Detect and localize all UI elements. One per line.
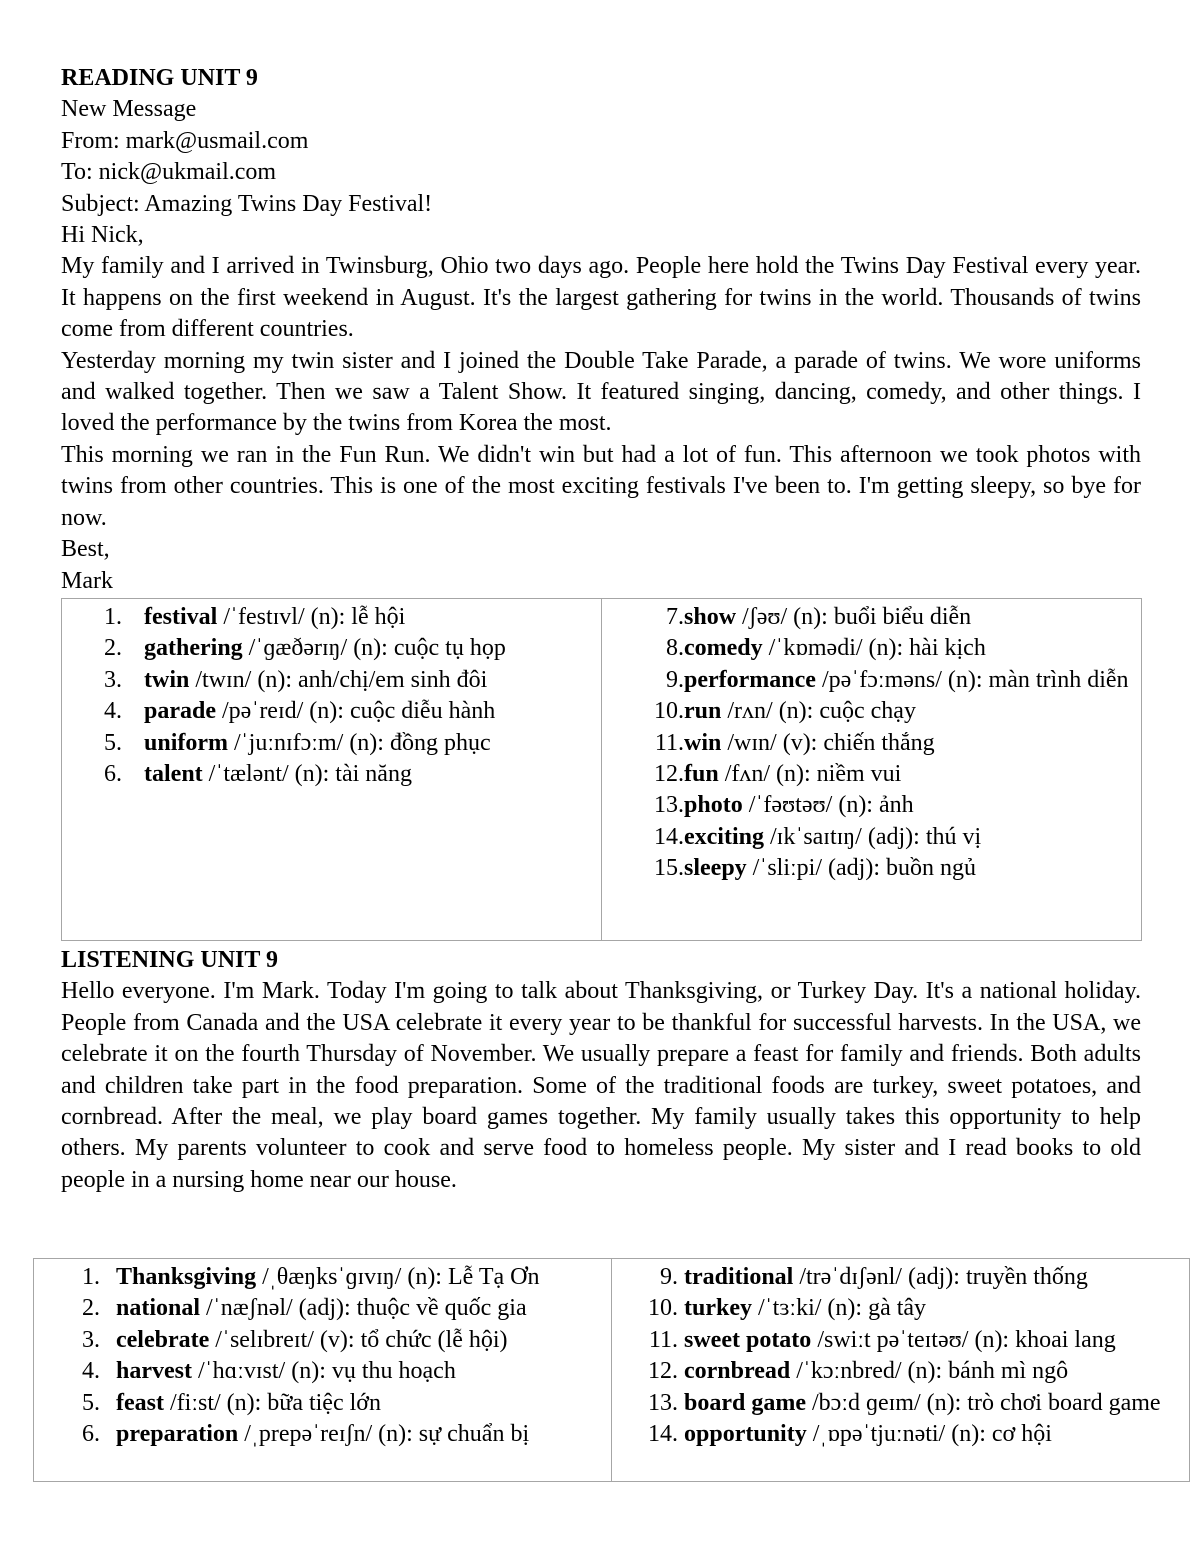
message-title: New Message: [61, 96, 197, 123]
vocab-definition: /fʌn/ (n): niềm vui: [718, 761, 902, 788]
vocab-term: sleepy: [684, 855, 747, 882]
vocab-term: feast: [116, 1389, 164, 1416]
vocab-definition: /wɪn/ (v): chiến thắng: [721, 729, 935, 756]
vocab-definition: /pəˈfɔːməns/ (n): màn trình diễn: [815, 666, 1129, 693]
vocab-item: [602, 759, 1141, 790]
vocab-number: 4.: [82, 1358, 100, 1385]
reading-title: READING UNIT 9: [61, 65, 258, 91]
vocab-term: preparation: [116, 1421, 239, 1448]
vocab-definition: /ˈnæʃnəl/ (adj): thuộc về quốc gia: [200, 1295, 527, 1322]
vocab-definition: /ʃəʊ/ (n): buổi biểu diễn: [736, 604, 972, 630]
vocab-definition: /twɪn/ (n): anh/chị/em sinh đôi: [189, 666, 488, 693]
vocab-term: show: [684, 604, 737, 630]
vocab-term: parade: [144, 698, 216, 725]
vocab-definition: /ˈfestɪvl/ (n): lễ hội: [217, 604, 406, 630]
vocab-number: 5.: [104, 729, 122, 756]
vocab-number: 5.: [82, 1389, 100, 1416]
vocab-term: gathering: [144, 635, 243, 662]
vocab-term: exciting: [684, 823, 764, 850]
vocab-definition: /ˌprepəˈreɪʃn/ (n): sự chuẩn bị: [238, 1421, 530, 1448]
vocab-item: [602, 822, 1141, 853]
vocab-term: performance: [684, 666, 816, 693]
vocab-number: 6.: [82, 1421, 100, 1448]
vocab-number: 9.: [660, 1264, 678, 1290]
reading-section: [61, 63, 1141, 597]
vocab-term: sweet potato: [684, 1326, 812, 1353]
vocab-number: 3.: [82, 1326, 100, 1353]
reading-vocab-right-column: [602, 599, 1142, 941]
vocab-number: 7.: [666, 604, 684, 630]
vocab-definition: /ˈjuːnɪfɔːm/ (n): đồng phục: [228, 729, 491, 756]
vocab-definition: /ˈkɒmədi/ (n): hài kịch: [762, 635, 986, 662]
vocab-term: harvest: [116, 1358, 192, 1385]
vocab-term: Thanksgiving: [116, 1264, 257, 1290]
vocab-term: festival: [144, 604, 218, 630]
vocab-definition: /ˈkɔːnbred/ (n): bánh mì ngô: [790, 1358, 1069, 1385]
vocab-term: opportunity: [684, 1421, 807, 1448]
vocab-item: [612, 1325, 1189, 1356]
vocab-item: [34, 1356, 611, 1387]
listening-vocab-right-list: [612, 1262, 1189, 1450]
vocab-number: 15.: [654, 855, 684, 882]
vocab-definition: /ˌθæŋksˈɡɪvɪŋ/ (n): Lễ Tạ Ơn: [256, 1264, 540, 1290]
vocab-item: [62, 602, 601, 633]
vocab-number: 12.: [648, 1358, 678, 1385]
vocab-definition: /ˈselɪbreɪt/ (v): tổ chức (lễ hội): [209, 1326, 508, 1353]
vocab-definition: /rʌn/ (n): cuộc chạy: [721, 698, 916, 725]
vocab-term: national: [116, 1295, 201, 1322]
vocab-definition: /trəˈdɪʃənl/ (adj): truyền thống: [793, 1264, 1088, 1290]
vocab-term: run: [684, 698, 722, 725]
vocab-item: [602, 665, 1141, 696]
vocab-number: 10.: [648, 1295, 678, 1322]
reading-paragraph-1: My family and I arrived in Twinsburg, Ohio two days ago. People here hold the Twins Day Festival every year. It happens on the first weekend in August. It's the largest gathering for twins in the world. Thousands of twins come from different countries.: [61, 253, 1141, 343]
vocab-number: 11.: [648, 1326, 678, 1353]
vocab-item: [602, 633, 1141, 664]
vocab-definition: /ˈhɑːvɪst/ (n): vụ thu hoạch: [191, 1358, 456, 1385]
vocab-definition: /ˌɒpəˈtjuːnəti/ (n): cơ hội: [806, 1421, 1052, 1448]
listening-section: [61, 945, 1141, 1196]
listening-vocab-right-column: [612, 1259, 1190, 1482]
vocab-item: [602, 696, 1141, 727]
vocab-item: [612, 1388, 1189, 1419]
vocab-item: [62, 633, 601, 664]
vocab-number: 2.: [82, 1295, 100, 1322]
message-signoff: Best,: [61, 536, 110, 563]
vocab-definition: /ˈtælənt/ (n): tài năng: [202, 761, 412, 788]
message-greeting: Hi Nick,: [61, 222, 144, 249]
vocab-term: board game: [684, 1389, 806, 1416]
vocab-term: twin: [144, 666, 190, 693]
vocab-definition: /ˈtɜːki/ (n): gà tây: [752, 1295, 927, 1322]
vocab-term: uniform: [144, 729, 228, 756]
vocab-term: traditional: [684, 1264, 794, 1290]
vocab-definition: /pəˈreɪd/ (n): cuộc diễu hành: [216, 698, 496, 725]
vocab-definition: /ɪkˈsaɪtɪŋ/ (adj): thú vị: [763, 823, 982, 850]
vocab-term: fun: [684, 761, 719, 788]
message-subject: Subject: Amazing Twins Day Festival!: [61, 190, 433, 217]
vocab-term: celebrate: [116, 1326, 210, 1353]
vocab-number: 1.: [104, 604, 122, 630]
listening-vocab-left-column: [34, 1259, 612, 1482]
vocab-definition: /ˈɡæðərɪŋ/ (n): cuộc tụ họp: [242, 635, 506, 662]
vocab-item: [62, 759, 601, 790]
vocab-definition: /swiːt pəˈteɪtəʊ/ (n): khoai lang: [811, 1326, 1116, 1353]
vocab-item: [34, 1419, 611, 1450]
vocab-number: 2.: [104, 635, 122, 662]
message-from: From: mark@usmail.com: [61, 127, 309, 154]
vocab-number: 14.: [648, 1421, 678, 1448]
vocab-number: 9.: [666, 666, 684, 693]
vocab-definition: /fiːst/ (n): bữa tiệc lớn: [163, 1389, 381, 1416]
vocab-number: 13.: [654, 792, 684, 819]
vocab-term: talent: [144, 761, 203, 788]
vocab-definition: /ˈfəʊtəʊ/ (n): ảnh: [742, 792, 914, 819]
vocab-item: [34, 1388, 611, 1419]
vocab-number: 10.: [654, 698, 684, 725]
vocab-item: [34, 1293, 611, 1324]
vocab-number: 13.: [648, 1389, 678, 1416]
vocab-term: turkey: [684, 1295, 752, 1322]
vocab-number: 6.: [104, 761, 122, 788]
vocab-number: 8.: [666, 635, 684, 662]
vocab-number: 1.: [82, 1264, 100, 1290]
vocab-item: [602, 853, 1141, 884]
vocab-term: cornbread: [684, 1358, 791, 1385]
reading-vocab-left-column: [62, 599, 602, 941]
vocab-item: [612, 1293, 1189, 1324]
vocab-term: photo: [684, 792, 743, 819]
vocab-item: [602, 790, 1141, 821]
reading-vocab-right-list: [602, 602, 1141, 885]
vocab-item: [62, 696, 601, 727]
vocab-item: [612, 1419, 1189, 1450]
reading-vocab-table: [61, 598, 1142, 941]
reading-paragraph-3: This morning we ran in the Fun Run. We didn't win but had a lot of fun. This afternoon we took photos with twins from other countries. This is one of the most exciting festivals I've been to. I'm getting sleepy, so bye for now.: [61, 441, 1141, 531]
vocab-item: [602, 602, 1141, 633]
vocab-definition: /bɔːd ɡeɪm/ (n): trò chơi board game: [806, 1389, 1161, 1416]
vocab-number: 4.: [104, 698, 122, 725]
listening-title: LISTENING UNIT 9: [61, 947, 278, 973]
vocab-item: [34, 1262, 611, 1293]
vocab-item: [62, 728, 601, 759]
listening-vocab-left-list: [34, 1262, 611, 1450]
listening-vocab-table: [33, 1258, 1190, 1482]
vocab-item: [602, 728, 1141, 759]
vocab-term: win: [684, 729, 722, 756]
vocab-item: [612, 1356, 1189, 1387]
vocab-number: 11.: [654, 729, 684, 756]
reading-paragraph-2: Yesterday morning my twin sister and I joined the Double Take Parade, a parade of twins. We wore uniforms and walked together. Then we saw a Talent Show. It featured singing, dancing, comedy, and other things. I loved the performance by the twins from Korea the most.: [61, 347, 1141, 437]
vocab-number: 3.: [104, 666, 122, 693]
vocab-item: [62, 665, 601, 696]
vocab-item: [612, 1262, 1189, 1293]
message-to: To: nick@ukmail.com: [61, 159, 277, 186]
listening-paragraph: Hello everyone. I'm Mark. Today I'm going to talk about Thanksgiving, or Turkey Day. It's a national holiday. People from Canada and the USA celebrate it every year to be thankful for successful harvests. In the USA, we celebrate it on the fourth Thursday of November. We usually prepare a feast for family and friends. Both adults and children take part in the food preparation. Some of the traditional foods are turkey, sweet potatoes, and cornbread. After the meal, we play board games together. My family usually takes this opportunity to help others. My parents volunteer to cook and serve food to homeless people. My sister and I read books to old people in a nursing home near our house.: [61, 978, 1141, 1193]
vocab-definition: /ˈsliːpi/ (adj): buồn ngủ: [746, 855, 976, 882]
vocab-number: 14.: [654, 823, 684, 850]
reading-vocab-left-list: [62, 602, 601, 790]
vocab-term: comedy: [684, 635, 763, 662]
vocab-item: [34, 1325, 611, 1356]
message-signature: Mark: [61, 567, 113, 594]
vocab-number: 12.: [654, 761, 684, 788]
